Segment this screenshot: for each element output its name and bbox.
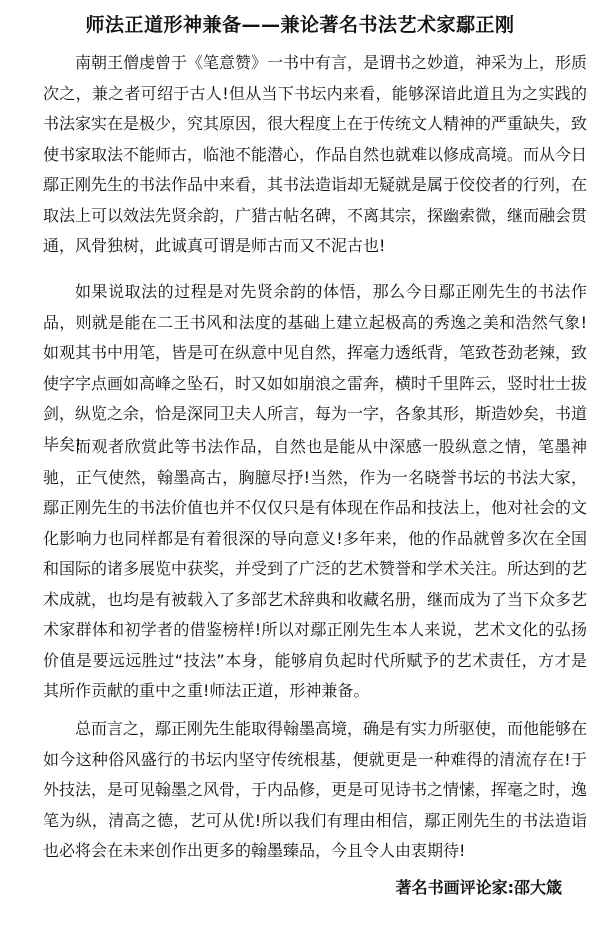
article-author-signature: 著名书画评论家:邵大箴 [395,878,562,897]
article-paragraph-4: 总而言之，鄢正刚先生能取得翰墨高境，确是有实力所驱使，而他能够在如今这种俗风盛行的书坛内坚守传统根基，便就更是一种难得的清流存在!于外技法，是可见翰墨之风骨，于内品修，更是可见诗书之情愫，挥毫之时，逸笔为纵，清高之德，艺可从优!所以我们有理由相信，鄢正刚先生的书法造诣也必将会在未来创作出更多的翰墨臻品，今且令人由衷期待! [43,719,588,860]
article-paragraph-2: 如果说取法的过程是对先贤余韵的体悟，那么今日鄢正刚先生的书法作品，则就是能在二王书风和法度的基础上建立起极高的秀逸之美和浩然气象!如观其书中用笔，皆是可在纵意中见自然，挥毫力透纸背，笔致苍劲老辣，致使字字点画如高峰之坠石，时又如如崩浪之雷奔，横时千里阵云，竖时壮士拔剑，纵览之余，恰是深同卫夫人所言，每为一字，各象其形，斯造妙矣，书道毕矣! [43,282,588,454]
article-title: 师法正道形神兼备——兼论著名书法艺术家鄢正刚 [85,14,515,36]
article-paragraph-1: 南朝王僧虔曾于《笔意赞》一书中有言，是谓书之妙道，神采为上，形质次之，兼之者可绍于古人!但从当下书坛内来看，能够深谙此道且为之实践的书法家实在是极少，究其原因，很大程度上在于传统文人精神的严重缺失，致使书家取法不能师古，临池不能潜心，作品自然也就难以修成高境。而从今日鄢正刚先生的书法作品中来看，其书法造诣却无疑就是属于佼佼者的行列，在取法上可以效法先贤余韵，广猎古帖名碑，不离其宗，探幽索微，继而融会贯通，风骨独树，此诚真可谓是师古而又不泥古也! [43,53,588,255]
article-paragraph-3: 而观者欣赏此等书法作品，自然也是能从中深感一股纵意之情，笔墨神驰，正气使然，翰墨高古，胸臆尽抒!当然，作为一名晓誉书坛的书法大家，鄢正刚先生的书法价值也并不仅仅只是有体现在作品和技法上，他对社会的文化影响力也同样都是有着很深的导向意义!多年来，他的作品就曾多次在全国和国际的诸多展览中获奖，并受到了广泛的艺术赞誉和学术关注。所达到的艺术成就，也均是有被载入了多部艺术辞典和收藏名册，继而成为了当下众多艺术家群体和初学者的借鉴榜样!所以对鄢正刚先生本人来说，艺术文化的弘扬价值是要远远胜过“技法”本身，能够肩负起时代所赋予的艺术责任，方才是其所作贡献的重中之重!师法正道，形神兼备。 [43,437,588,700]
